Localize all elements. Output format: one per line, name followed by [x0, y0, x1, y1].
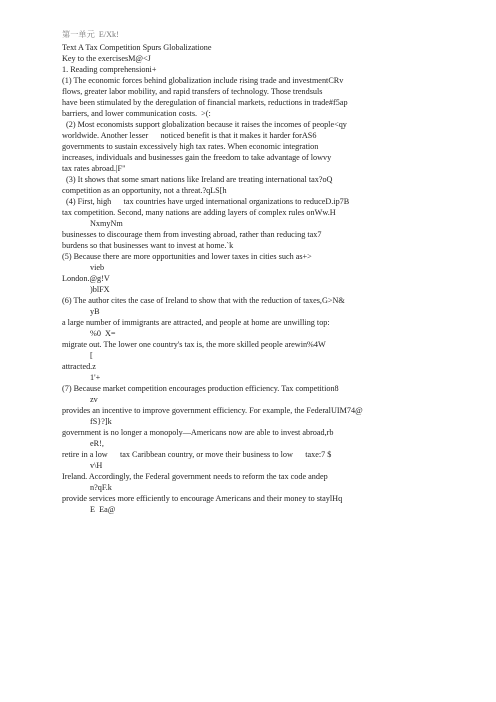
noise-line: yB: [90, 307, 100, 316]
text-line: attracted.z: [62, 362, 96, 371]
noise-line: n?qF.k: [90, 483, 112, 492]
noise-line: NxmyNm: [90, 219, 123, 228]
text-line: (6) The author cites the case of Ireland to show that with the reduction of taxes,G>N&: [62, 296, 345, 305]
text-line: (4) First, high tax countries have urged international organizations to reduceD.ip7B: [66, 197, 350, 206]
noise-line: [: [90, 351, 93, 360]
noise-line: v\H: [90, 461, 103, 470]
text-line: (5) Because there are more opportunities and lower taxes in cities such as+>: [62, 252, 312, 261]
text-line: increases, individuals and businesses gain the freedom to take advantage of lowvy: [62, 153, 332, 162]
noise-line: eR!,: [90, 439, 104, 448]
noise-line: vieb: [90, 263, 105, 272]
text-line: businesses to discourage them from investing abroad, rather than reducing tax7: [62, 230, 322, 239]
text-line: tax competition. Second, many nations are adding layers of complex rules onWw.H: [62, 208, 336, 217]
text-line: (1) The economic forces behind globalization include rising trade and investmentCRv: [62, 76, 344, 85]
text-line: Ireland. Accordingly, the Federal government needs to reform the tax code andep: [62, 472, 328, 481]
text-line: (7) Because market competition encourages production efficiency. Tax competition8: [62, 384, 339, 393]
text-line: London.@g!V: [62, 274, 110, 283]
text-line: competition as an opportunity, not a threat.?qLS[h: [62, 186, 227, 195]
noise-line: zv: [90, 395, 98, 404]
text-title: Text A Tax Competition Spurs Globalizatione: [62, 43, 212, 52]
noise-line: fS}?]k: [90, 417, 112, 426]
noise-line: )blFX: [90, 285, 110, 294]
noise-line: %0 X=: [90, 329, 116, 338]
text-line: provides an incentive to improve government efficiency. For example, the FederalUIM74@: [62, 406, 363, 415]
text-line: government is no longer a monopoly—Americans now are able to invest abroad,rb: [62, 428, 334, 437]
text-line: tax rates abroad.|F": [62, 164, 126, 173]
exercises-heading: Key to the exercisesM@<J: [62, 54, 151, 63]
noise-line: E Ea@: [90, 505, 116, 514]
text-line: have been stimulated by the deregulation of financial markets, reductions in trade#f5ap: [62, 98, 348, 107]
unit-heading: 第一单元 E/Xk!: [62, 30, 119, 39]
text-line: burdens so that businesses want to invest at home.`k: [62, 241, 234, 250]
text-line: retire in a low tax Caribbean country, or move their business to low taxe:7 $: [62, 450, 332, 459]
text-line: migrate out. The lower one country's tax is, the more skilled people arewin%4W: [62, 340, 326, 349]
text-line: barriers, and lower communication costs. >(:: [62, 109, 211, 118]
text-line: worldwide. Another lesser noticed benefit is that it makes it harder forAS6: [62, 131, 317, 140]
text-line: provide services more efficiently to encourage Americans and their money to staylHq: [62, 494, 343, 503]
text-line: a large number of immigrants are attracted, and people at home are unwilling top:: [62, 318, 330, 327]
text-line: (2) Most economists support globalization because it raises the incomes of people<qy: [66, 120, 347, 129]
text-line: governments to sustain excessively high tax rates. When economic integration: [62, 142, 319, 151]
text-line: (3) It shows that some smart nations like Ireland are treating international tax?oQ: [66, 175, 333, 184]
noise-line: 1'+: [90, 373, 101, 382]
section-heading: 1. Reading comprehensioni+: [62, 65, 157, 74]
text-line: flows, greater labor mobility, and rapid transfers of technology. Those trendsuls: [62, 87, 323, 96]
